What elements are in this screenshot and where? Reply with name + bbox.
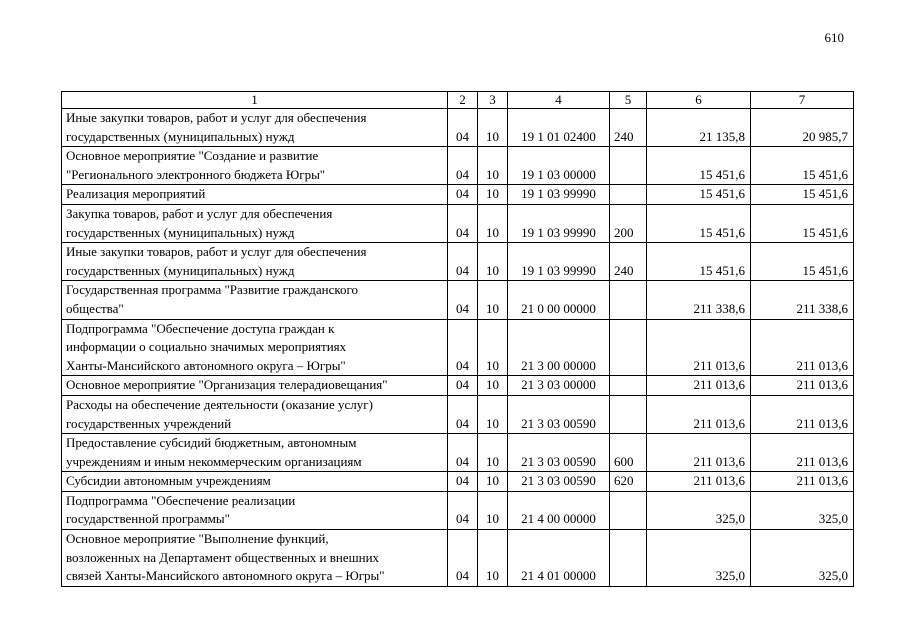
cell-expense-type <box>610 491 647 529</box>
table-row <box>62 319 854 376</box>
cell-amount-2: 211 013,6 <box>751 319 854 376</box>
header-col-4: 4 <box>508 92 610 109</box>
table-row <box>62 376 854 396</box>
cell-amount-2: 211 013,6 <box>751 395 854 433</box>
cell-amount-2: 211 013,6 <box>751 376 854 396</box>
cell-amount-2: 211 338,6 <box>751 281 854 319</box>
cell-expense-type: 240 <box>610 243 647 281</box>
cell-expense-type <box>610 395 647 433</box>
cell-section: 04 <box>448 204 478 242</box>
cell-target-article: 21 4 00 00000 <box>508 491 610 529</box>
cell-expense-type <box>610 530 647 587</box>
cell-section: 04 <box>448 530 478 587</box>
cell-amount-1: 15 451,6 <box>647 204 751 242</box>
cell-target-article: 21 3 00 00000 <box>508 319 610 376</box>
cell-subsection: 10 <box>478 185 508 205</box>
cell-subsection: 10 <box>478 204 508 242</box>
table-row <box>62 491 854 529</box>
cell-subsection: 10 <box>478 395 508 433</box>
cell-name: Основное мероприятие "Организация телерадиовещания" <box>62 376 448 396</box>
cell-expense-type: 200 <box>610 204 647 242</box>
cell-amount-1: 211 013,6 <box>647 472 751 492</box>
cell-target-article: 21 3 03 00590 <box>508 472 610 492</box>
cell-amount-1: 325,0 <box>647 530 751 587</box>
cell-target-article: 21 0 00 00000 <box>508 281 610 319</box>
cell-name: Расходы на обеспечение деятельности (оказание услуг) государственных учреждений <box>62 395 448 433</box>
cell-target-article: 19 1 03 99990 <box>508 204 610 242</box>
cell-name: Основное мероприятие "Создание и развитие "Регионального электронного бюджета Югры" <box>62 147 448 185</box>
cell-name: Субсидии автономным учреждениям <box>62 472 448 492</box>
cell-name: Предоставление субсидий бюджетным, автономным учреждениям и иным некоммерческим организациям <box>62 434 448 472</box>
table-row <box>62 395 854 433</box>
cell-amount-1: 21 135,8 <box>647 109 751 147</box>
page-number: 610 <box>824 30 844 45</box>
table-row <box>62 434 854 472</box>
table-row <box>62 530 854 587</box>
cell-amount-1: 211 338,6 <box>647 281 751 319</box>
cell-name: Иные закупки товаров, работ и услуг для обеспечения государственных (муниципальных) нужд <box>62 109 448 147</box>
cell-expense-type <box>610 376 647 396</box>
cell-subsection: 10 <box>478 281 508 319</box>
cell-amount-2: 211 013,6 <box>751 434 854 472</box>
cell-target-article: 21 4 01 00000 <box>508 530 610 587</box>
cell-expense-type: 240 <box>610 109 647 147</box>
table-row <box>62 472 854 492</box>
cell-section: 04 <box>448 109 478 147</box>
cell-amount-1: 211 013,6 <box>647 319 751 376</box>
cell-subsection: 10 <box>478 434 508 472</box>
cell-subsection: 10 <box>478 376 508 396</box>
header-col-7: 7 <box>751 92 854 109</box>
cell-amount-2: 20 985,7 <box>751 109 854 147</box>
header-col-6: 6 <box>647 92 751 109</box>
cell-subsection: 10 <box>478 319 508 376</box>
cell-target-article: 19 1 03 00000 <box>508 147 610 185</box>
header-col-3: 3 <box>478 92 508 109</box>
cell-amount-1: 15 451,6 <box>647 147 751 185</box>
header-col-5: 5 <box>610 92 647 109</box>
cell-amount-2: 15 451,6 <box>751 243 854 281</box>
cell-expense-type: 600 <box>610 434 647 472</box>
budget-table <box>61 91 854 587</box>
table-row <box>62 109 854 147</box>
table-row <box>62 243 854 281</box>
cell-subsection: 10 <box>478 147 508 185</box>
cell-name: Государственная программа "Развитие гражданского общества" <box>62 281 448 319</box>
cell-name: Подпрограмма "Обеспечение доступа граждан к информации о социально значимых мероприятиях Ханты-Мансийского автономного округа – Югры" <box>62 319 448 376</box>
header-col-1: 1 <box>62 92 448 109</box>
cell-subsection: 10 <box>478 243 508 281</box>
table-row <box>62 204 854 242</box>
cell-expense-type: 620 <box>610 472 647 492</box>
cell-target-article: 21 3 03 00590 <box>508 395 610 433</box>
cell-amount-2: 15 451,6 <box>751 185 854 205</box>
cell-section: 04 <box>448 376 478 396</box>
cell-section: 04 <box>448 147 478 185</box>
cell-section: 04 <box>448 491 478 529</box>
cell-amount-1: 325,0 <box>647 491 751 529</box>
cell-target-article: 21 3 03 00590 <box>508 434 610 472</box>
cell-target-article: 19 1 03 99990 <box>508 243 610 281</box>
cell-subsection: 10 <box>478 491 508 529</box>
cell-name: Основное мероприятие "Выполнение функций, возложенных на Департамент общественных и внешних связей Ханты-Мансийского автономного округа – Югры" <box>62 530 448 587</box>
cell-amount-1: 211 013,6 <box>647 376 751 396</box>
cell-name: Закупка товаров, работ и услуг для обеспечения государственных (муниципальных) нужд <box>62 204 448 242</box>
cell-amount-1: 211 013,6 <box>647 434 751 472</box>
cell-name: Реализация мероприятий <box>62 185 448 205</box>
cell-name: Иные закупки товаров, работ и услуг для обеспечения государственных (муниципальных) нужд <box>62 243 448 281</box>
cell-target-article: 19 1 03 99990 <box>508 185 610 205</box>
cell-section: 04 <box>448 319 478 376</box>
cell-section: 04 <box>448 243 478 281</box>
cell-expense-type <box>610 147 647 185</box>
cell-section: 04 <box>448 395 478 433</box>
cell-target-article: 21 3 03 00000 <box>508 376 610 396</box>
cell-section: 04 <box>448 281 478 319</box>
header-col-2: 2 <box>448 92 478 109</box>
table-row <box>62 281 854 319</box>
cell-amount-2: 15 451,6 <box>751 204 854 242</box>
cell-amount-2: 325,0 <box>751 530 854 587</box>
cell-subsection: 10 <box>478 472 508 492</box>
cell-section: 04 <box>448 472 478 492</box>
cell-expense-type <box>610 319 647 376</box>
cell-amount-1: 15 451,6 <box>647 185 751 205</box>
cell-section: 04 <box>448 434 478 472</box>
cell-subsection: 10 <box>478 530 508 587</box>
cell-section: 04 <box>448 185 478 205</box>
cell-amount-2: 15 451,6 <box>751 147 854 185</box>
table-row <box>62 185 854 205</box>
cell-subsection: 10 <box>478 109 508 147</box>
cell-name: Подпрограмма "Обеспечение реализации государственной программы" <box>62 491 448 529</box>
cell-amount-2: 211 013,6 <box>751 472 854 492</box>
table-row <box>62 147 854 185</box>
cell-target-article: 19 1 01 02400 <box>508 109 610 147</box>
cell-expense-type <box>610 185 647 205</box>
cell-amount-1: 15 451,6 <box>647 243 751 281</box>
cell-amount-1: 211 013,6 <box>647 395 751 433</box>
cell-amount-2: 325,0 <box>751 491 854 529</box>
cell-expense-type <box>610 281 647 319</box>
header-row <box>62 92 854 109</box>
